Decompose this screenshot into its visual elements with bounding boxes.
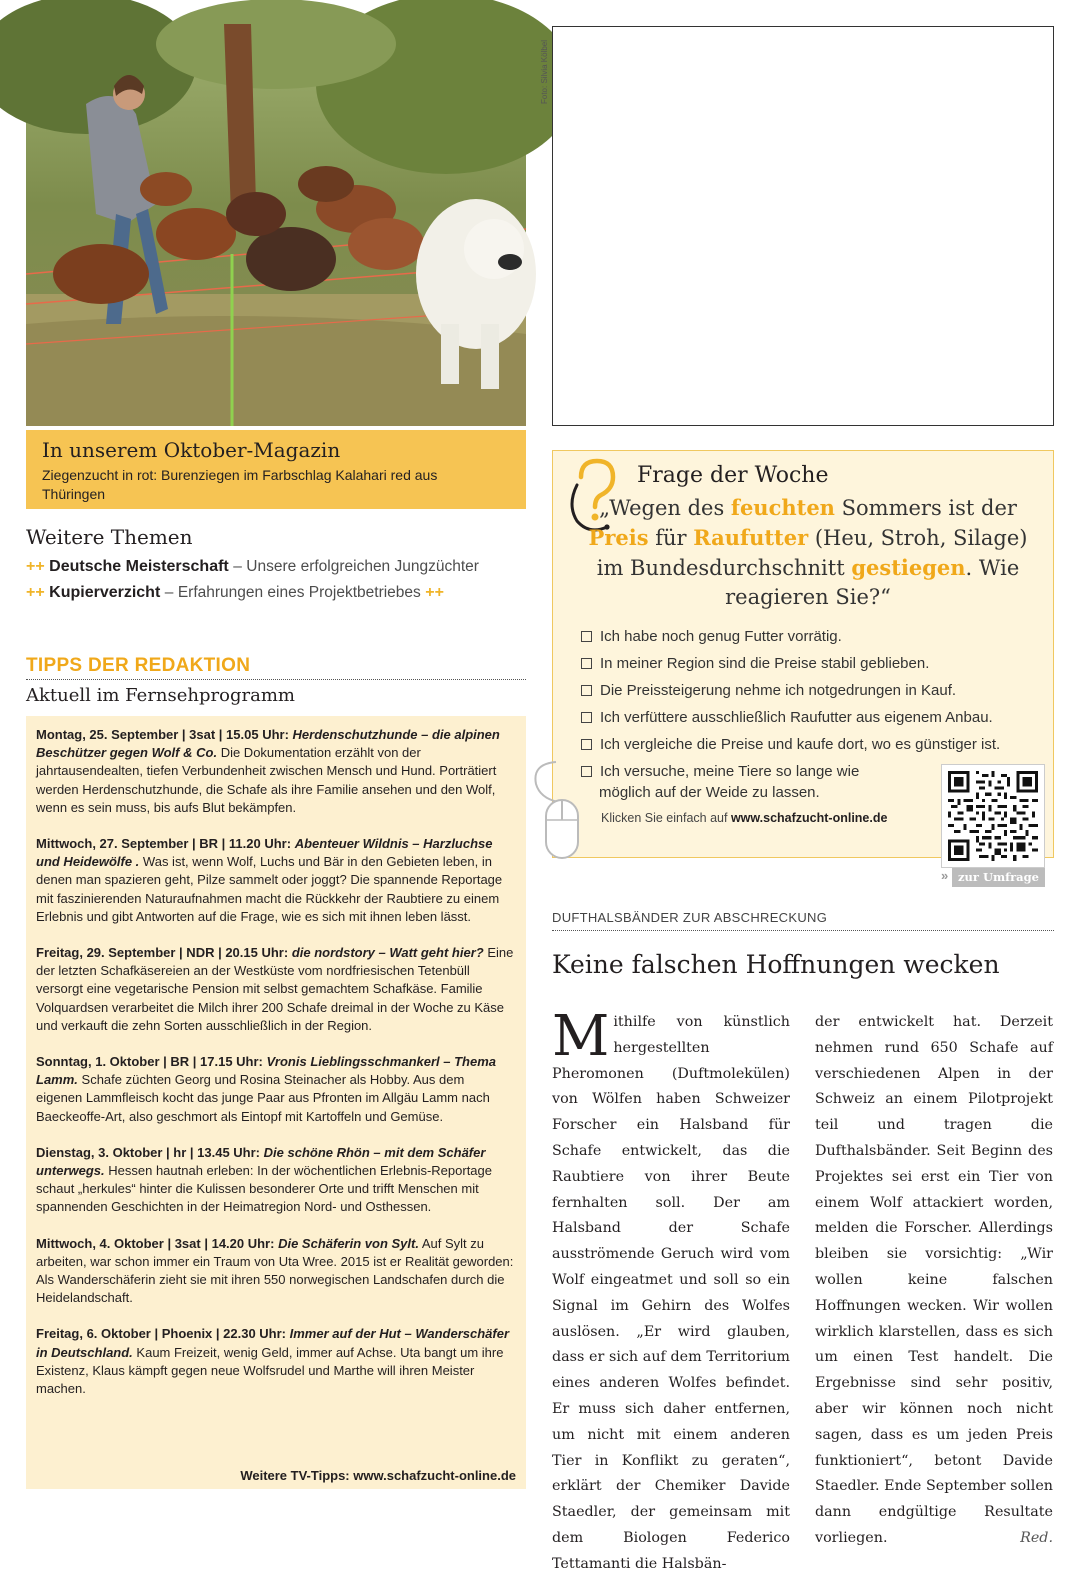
themen-item — [26, 558, 479, 576]
poll-option-label: In meiner Region sind die Preise stabil geblieben. — [600, 655, 930, 672]
tipps-subheader: Aktuell im Fernsehprogramm — [26, 685, 295, 706]
tv-entry-title: Abenteuer Wildnis – Harzluchse und Heidewölfe . — [36, 836, 493, 870]
question-highlight: Raufutter — [693, 525, 809, 550]
poll-link-label[interactable]: zur Umfrage — [952, 868, 1045, 887]
magazine-teaser — [26, 430, 526, 509]
question-part: . Wie reagieren Sie?“ — [725, 556, 1020, 609]
poll-option-label-cont: möglich auf der Weide zu lassen. — [599, 784, 820, 801]
tv-entry-date: Dienstag, 3. Oktober | hr | 13.45 Uhr: — [36, 1144, 261, 1160]
question-highlight: feuchten — [730, 495, 835, 520]
photo-credit-text: Foto: Silvia Kölbel — [540, 39, 549, 104]
themen-title: Weitere Themen — [26, 525, 193, 549]
dotted-divider — [552, 930, 1054, 931]
magazine-title: In unserem Oktober-Magazin — [42, 438, 341, 462]
article-column-2 — [815, 1010, 1053, 1552]
poll-option-label: Ich versuche, meine Tiere so lange wie — [600, 763, 860, 780]
tv-entry-title: Herdenschutzhunde – die alpinen Beschützer gegen Wolf & Co. — [36, 727, 500, 761]
drop-cap: M — [552, 1004, 610, 1069]
tv-entry-text: Schafe züchten Georg und Rosina Steinacher als Hobby. Aus dem eigenen Lammfleisch kocht das junge Paar aus Pfronten im Allgäu Lamm nach Baeckeoffe-Art, also geschmort als Eintopf mit Kartoffeln und Gemüse. — [36, 1072, 490, 1124]
checkbox[interactable] — [581, 658, 592, 669]
question-part: für — [648, 526, 694, 550]
tv-entry-date: Mittwoch, 4. Oktober | 3sat | 14.20 Uhr: — [36, 1235, 275, 1251]
magazine-text: Ziegenzucht in rot: Burenziegen im Farbschlag Kalahari red aus Thüringen — [42, 467, 438, 502]
article-signature: Red. — [1020, 1529, 1053, 1546]
photo-credit — [528, 26, 549, 110]
tv-entry-text: Kaum Freizeit, wenig Geld, immer auf Achse. Uta bangt um ihre Existenz, Klaus kämpft gegen neue Wolfsrudel und Marthe will ihren Meister machen. — [36, 1344, 504, 1397]
question-part: Sommers ist der — [834, 496, 1017, 520]
poll-option[interactable] — [581, 655, 929, 672]
themen-item-sep: – — [233, 558, 242, 575]
tv-entry-title: die nordstory – Watt geht hier? — [291, 945, 484, 961]
tv-footer-link[interactable]: Weitere TV-Tipps: www.schafzucht-online.de — [240, 1468, 516, 1483]
checkbox[interactable] — [581, 631, 592, 642]
checkbox[interactable] — [581, 766, 592, 777]
article-text: der entwickelt hat. Derzeit nehmen rund 650 Schafe auf verschiedenen Alpen in der Schweiz an einem Pilotprojekt teil und tragen die Dufthalsbänder. Seit Beginn des Projektes sei erst ein Tier von einem Wolf attackiert worden, melden die Forscher. Allerdings bleiben sie vorsichtig: „Wir wollen keine falschen Hoffnungen wecken. Wir wollen wirklich klarstellen, dass es sich um einen Test handelt. Die Ergebnisse sind sehr positiv, aber wir können noch nicht sagen, dass es um jeden Preis funktioniert“, betont Davide Staedler. Ende September sollen dann endgültige Resultate vorliegen. — [815, 1014, 1053, 1546]
tv-entry — [36, 835, 514, 926]
qr-code-icon — [948, 771, 1038, 861]
tv-entry-date: Freitag, 6. Oktober | Phoenix | 22.30 Uhr: — [36, 1326, 287, 1342]
question-part: (Heu, Stroh, Silage) im Bundesdurchschnitt — [596, 526, 1028, 580]
tv-entry — [36, 1235, 514, 1308]
themen-item — [26, 584, 444, 602]
tv-entry-title: Die Schäferin von Sylt. — [278, 1235, 419, 1251]
poll-link[interactable]: www.schafzucht-online.de — [730, 811, 888, 825]
plus-marker: ++ — [425, 584, 444, 601]
poll-option[interactable] — [581, 709, 993, 726]
article-column-1 — [552, 1004, 790, 1578]
poll-link-button[interactable] — [941, 868, 1045, 887]
tv-entry — [36, 1325, 514, 1398]
double-chevron-icon: » — [941, 868, 949, 883]
poll-option-label: Ich habe noch genug Futter vorrätig. — [600, 628, 842, 645]
ad-placeholder — [552, 26, 1054, 426]
tv-entry-date: Freitag, 29. September | NDR | 20.15 Uhr: — [36, 945, 289, 961]
tv-entry-date: Montag, 25. September | 3sat | 15.05 Uhr: — [36, 727, 289, 742]
poll-option-label: Die Preissteigerung nehme ich notgedrungen in Kauf. — [600, 682, 957, 699]
tipps-header: TIPPS DER REDAKTION — [26, 655, 251, 676]
qr-code[interactable] — [941, 764, 1045, 868]
dotted-divider — [26, 679, 526, 680]
tv-entry-title: Die schöne Rhön – mit dem Schäfer unterwegs. — [36, 1144, 486, 1179]
poll-instruction-text: Klicken Sie einfach auf — [601, 811, 731, 825]
poll-option[interactable] — [581, 682, 956, 699]
themen-item-title: Kupierverzicht — [49, 584, 161, 601]
article-kicker: DUFTHALSBÄNDER ZUR ABSCHRECKUNG — [552, 910, 828, 925]
question-part: „Wegen des — [599, 496, 731, 520]
tv-entry — [36, 726, 514, 817]
checkbox[interactable] — [581, 685, 592, 696]
tv-entry — [36, 1053, 514, 1126]
tv-entry-text: Was ist, wenn Wolf, Luchs und Bär in den Gebieten leben, in denen man spazieren geht, Pilze sammelt oder joggt? Die spannende Reportage mit faszinierenden Naturaufnahmen macht die Rückkehr der Raubtiere zu einem Erlebnis und gibt Antworten auf die Frage, wie es sich mit ihnen leben lässt. — [36, 854, 503, 924]
tv-entry-text: Eine der letzten Schafkäsereien an der Westküste vom nordfriesischen Tetenbüll versorgt eine vegetarische Pension mit selbst gemachtem Schafkäse. Familie Volquardsen verarbeitet die Milch ihrer 200 Schafe dreimal in der Woche zu Käse und verkauft die zehn Sorten ausschließlich in der Region. — [36, 945, 514, 1033]
tv-entry-date: Mittwoch, 27. September | BR | 11.20 Uhr: — [36, 836, 292, 852]
computer-mouse-icon — [528, 758, 582, 866]
tv-entry-title: Immer auf der Hut – Wanderschäfer in Deutschland. — [36, 1326, 510, 1360]
article-text: ithilfe von künstlich hergestellten Pheromonen (Duftmolekülen) von Wölfen haben Schweizer Forscher ein Halsband für Schafe entwickelt, das die Raubtiere von ihrer Beute fernhalten soll. Der am Halsband der Schafe ausströmende Geruch wird vom Wolf eingeatmet und soll so ein Signal im Gehirn des Wolfes auslösen. „Er wird glauben, dass er sich auf dem Territorium eines anderen Wolfes befindet. Er muss sich daher entfernen, um nicht mit einem anderen Tier in Konflikt zu geraten“, erklärt der Chemiker Davide Staedler, der gemeinsam mit dem Biologen Federico Tettamanti die Halsbän- — [552, 1014, 790, 1572]
tv-entry-text: Hessen hautnah erleben: In der wöchentlichen Erlebnis-Reportage schaut „herkules“ hinter die Kulissen besonderer Orte und trifft Menschen mit spannenden Geschichten in der Heimatregion Nord- und Osthessen. — [36, 1163, 492, 1215]
tv-entry — [36, 1144, 514, 1217]
poll-question — [573, 493, 1043, 612]
article-headline: Keine falschen Hoffnungen wecken — [552, 950, 1000, 979]
question-highlight: Preis — [588, 525, 649, 550]
question-highlight: gestiegen — [851, 555, 966, 580]
tv-entry-text: Auf Sylt zu arbeiten, war schon immer ein Traum von Uta Wree. 2015 ist er Realität geworden: Als Wanderschäferin zieht sie mit ihren 550 norwegischen Landschafen durch die Heidelandschaft. — [36, 1235, 514, 1306]
tv-entry-text: Die Dokumentation erzählt von der jahrtausendealten, tiefen Verbundenheit zwischen Mensch und Hund. Porträtiert werden Herdenschutzhunde, die Schafe als ihre Familie ansehen und den Wolf, wenn es sein muss, bis aufs Blut bekämpfen. — [36, 745, 497, 815]
tv-entry — [36, 944, 514, 1035]
photo-goats-herding-dog — [26, 24, 526, 426]
plus-marker: ++ — [26, 584, 45, 601]
poll-option[interactable] — [581, 628, 842, 645]
checkbox[interactable] — [581, 712, 592, 723]
tv-listings — [26, 716, 526, 1489]
themen-item-title: Deutsche Meisterschaft — [49, 558, 229, 575]
poll-option[interactable] — [581, 763, 859, 780]
tv-entry-title: Vronis Lieblingsschmankerl – Thema Lamm. — [36, 1054, 497, 1088]
themen-item-text: Erfahrungen eines Projektbetriebes — [177, 584, 421, 601]
poll-option-label: Ich vergleiche die Preise und kaufe dort, wo es günstiger ist. — [600, 736, 1001, 753]
poll-option-label: Ich verfüttere ausschließlich Raufutter aus eigenem Anbau. — [600, 709, 993, 726]
themen-item-text: Unsere erfolgreichen Jungzüchter — [246, 558, 479, 575]
poll-title: Frage der Woche — [637, 463, 829, 488]
themen-item-sep: – — [164, 584, 174, 601]
poll-option[interactable] — [581, 736, 1000, 753]
poll-instruction — [601, 811, 887, 825]
tv-entry-date: Sonntag, 1. Oktober | BR | 17.15 Uhr: — [36, 1054, 263, 1070]
checkbox[interactable] — [581, 739, 592, 750]
plus-marker: ++ — [26, 558, 45, 575]
